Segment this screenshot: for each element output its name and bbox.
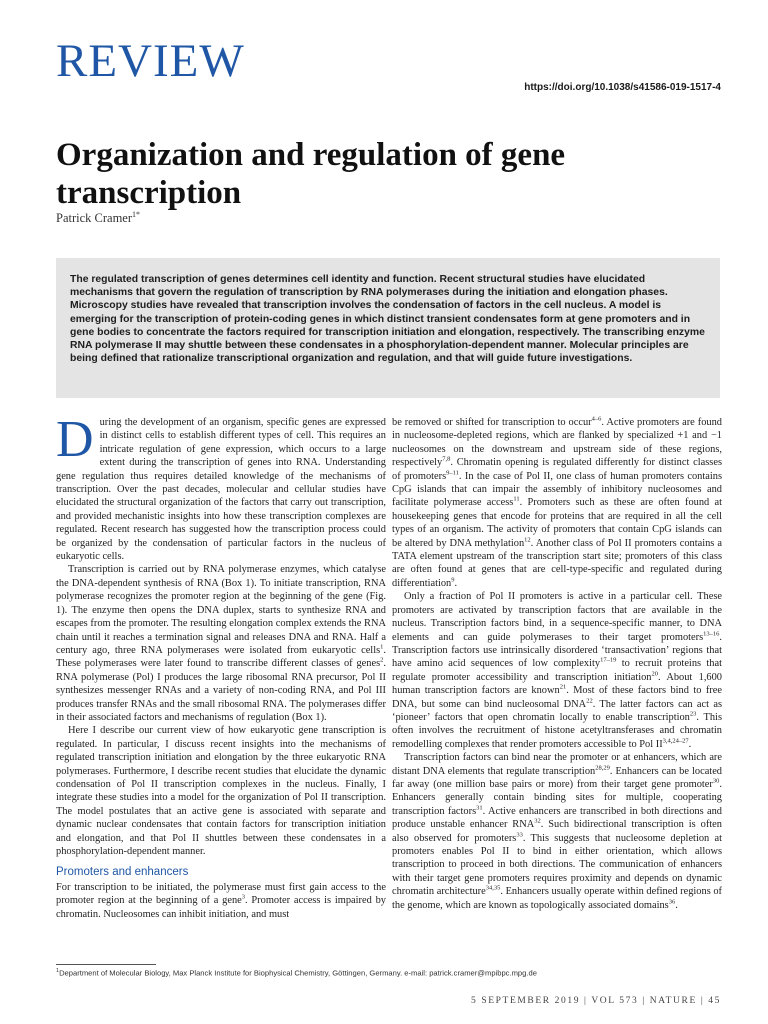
article-title: Organization and regulation of gene transcription <box>56 137 566 211</box>
body-paragraph: For transcription to be initiated, the polymerase must first gain access to the promoter region at the beginning of a gene$^3$. Promoter access is impaired by chromatin. Nucleosomes can inhibit initiation, and must <box>56 881 386 920</box>
drop-cap: D <box>56 411 94 468</box>
author-name: Patrick Cramer <box>56 211 133 226</box>
section-heading: Promoters and enhancers <box>56 866 189 879</box>
author-line <box>56 210 140 226</box>
body-paragraph: Transcription factors can bind near the promoter or at enhancers, which are distant DNA elements that regulate transcription$^{28,29}$. Enhancers can be located far away (one million base pairs or more) from their target gene promoter$^{30}$. Enhancers generally contain binding sites for multiple, cooperating transcription factors$^{31}$. Active enhancers are transcribed in both directions and produce unstable enhancer RNA$^{32}$. Such bidirectional transcription is often also observed for promoters$^{33}$. This suggests that nucleosome depletion at promoters enables Pol II to bind in either orientation, which allows transcription to proceed in both directions. The communication of enhancers with their target gene promoters requires proximity and depends on dynamic chromatin architecture$^{34,35}$. Enhancers usually operate within defined regions of the genome, which are known as topologically associated domains$^{36}$. <box>392 752 722 911</box>
section-label: REVIEW <box>56 35 245 87</box>
intro-paragraph: During the development of an organism, specific genes are expressed in distinct cells to establish different types of cell. This requires an intricate regulation of gene expression, which occurs to a large extent during the transcription of genes into RNA. Understanding gene regulation thus requires detailed knowledge of the mechanisms of transcription. Over the past decades, molecular and cellular studies have elucidated the structural organization of the factors that carry out transcription, and provided mechanistic insights into how these transcription complexes are regulated. Recent research has suggested how the transcription process could be organized by the condensation of particular factors in the nucleus of eukaryotic cells. <box>56 411 386 563</box>
doi-link[interactable]: https://doi.org/10.1038/s41586-019-1517-4 <box>524 82 721 93</box>
body-paragraph: Only a fraction of Pol II promoters is active in a particular cell. These promoters are activated by transcription factors that are available in the nucleus. Transcription factors bind, in a sequence-specific manner, to DNA elements and can guide polymerases to their target promoters$^{13-16}$. Transcription factors use intrinsically disordered ‘transactivation’ regions that have amino acid sequences of low complexity$^{17-19}$ to recruit proteins that regulate promoter accessibility and transcription initiation$^{20}$. About 1,600 human transcription factors are known$^{21}$. Most of these factors bind to free DNA, but some can bind nucleosomal DNA$^{22}$. The latter factors can act as ‘pioneer’ factors that open chromatin locally to enable transcription$^{23}$. This often involves the recruitment of histone acetyltransferases and chromatin remodelling complexes that render promoters accessible to Pol II$^{3,4,24-27}$. <box>392 591 722 750</box>
body-paragraph: be removed or shifted for transcription to occur$^{4-6}$. Active promoters are found in nucleosome-depleted regions, which are flanked by specialized +1 and −1 nucleosomes on the downstream and upstream side of these regions, respectively$^{7,8}$. Chromatin opening is regulated differently for distinct classes of promoters$^{9-11}$. In the case of Pol II, one class of human promoters contains CpG islands that can impair the assembly of inhibitory nucleosomes and facilitate polymerase access$^{11}$. Promoters such as these are often found at housekeeping genes that encode for proteins that are required in all the cell types of an organism. The activity of promoters that contain CpG islands can be altered by DNA methylation$^{12}$. Another class of Pol II promoters contains a TATA element upstream of the transcription start site; promoters of this class are often found at genes that are cell-type-specific and regulated during differentiation$^9$. <box>392 415 723 589</box>
body-column-right <box>392 416 722 912</box>
abstract-box <box>56 258 720 398</box>
abstract-text: The regulated transcription of genes determines cell identity and function. Recent structural studies have elucidated mechanisms that govern the regulation of transcription by RNA polymerases during the initiation and elongation phases. Microscopy studies have revealed that transcription involves the condensation of factors in the cell nucleus. A model is emerging for the transcription of protein-coding genes in which distinct transient condensates form at gene promoters and in gene bodies to concentrate the factors required for transcription initiation and elongation, respectively. The transcribing enzyme RNA polymerase II may shuttle between these condensates in a phosphorylation-dependent manner. Molecular principles are being defined that rationalize transcriptional organization and regulation, and that will guide future investigations. <box>70 274 705 365</box>
body-column-left <box>56 411 386 921</box>
body-paragraph: Here I describe our current view of how eukaryotic gene transcription is regulated. In particular, I discuss recent insights into the mechanisms of regulated transcription initiation and elongation by the three eukaryotic RNA polymerases. Furthermore, I describe recent studies that elucidate the dynamic condensation of Pol II transcription complexes in the nucleus. Finally, I integrate these studies into a model for the organization of Pol II transcription. The model postulates that an active gene is associated with separate and dynamic nuclear condensates that contain factors for transcription initiation and elongation, and that Pol II shuttles between these condensates in a phosphorylation-dependent manner. <box>56 725 386 857</box>
author-marks: 1* <box>132 210 141 219</box>
page-folio: 5 SEPTEMBER 2019 | VOL 573 | NATURE | 45 <box>471 996 721 1006</box>
affiliation-footnote: $^1$Department of Molecular Biology, Max Planck Institute for Biophysical Chemistry, Göttingen, Germany. e-mail: patrick.cramer@mpibpc.mpg.de <box>56 968 537 978</box>
footnote-rule <box>56 964 156 965</box>
body-paragraph: Transcription is carried out by RNA polymerase enzymes, which catalyse the DNA-dependent synthesis of RNA (Box 1). To initiate transcription, RNA polymerase recognizes the promoter region at the beginning of the gene (Fig. 1). The enzyme then opens the DNA duplex, starts to synthesize RNA and escapes from the promoter. The resulting elongation complex extends the RNA chain until it reaches a termination signal and releases DNA and RNA. Half a century ago, three RNA polymerases were isolated from eukaryotic cells$^1$. These polymerases were later found to transcribe different classes of genes$^2$. RNA polymerase (Pol) I produces the large ribosomal RNA precursor, Pol II synthesizes messenger RNAs and a variety of non-coding RNA, and Pol III produces transfer RNAs and the small ribosomal RNA. The polymerases differ in their associated factors and mechanisms of regulation (Box 1). <box>56 564 386 723</box>
